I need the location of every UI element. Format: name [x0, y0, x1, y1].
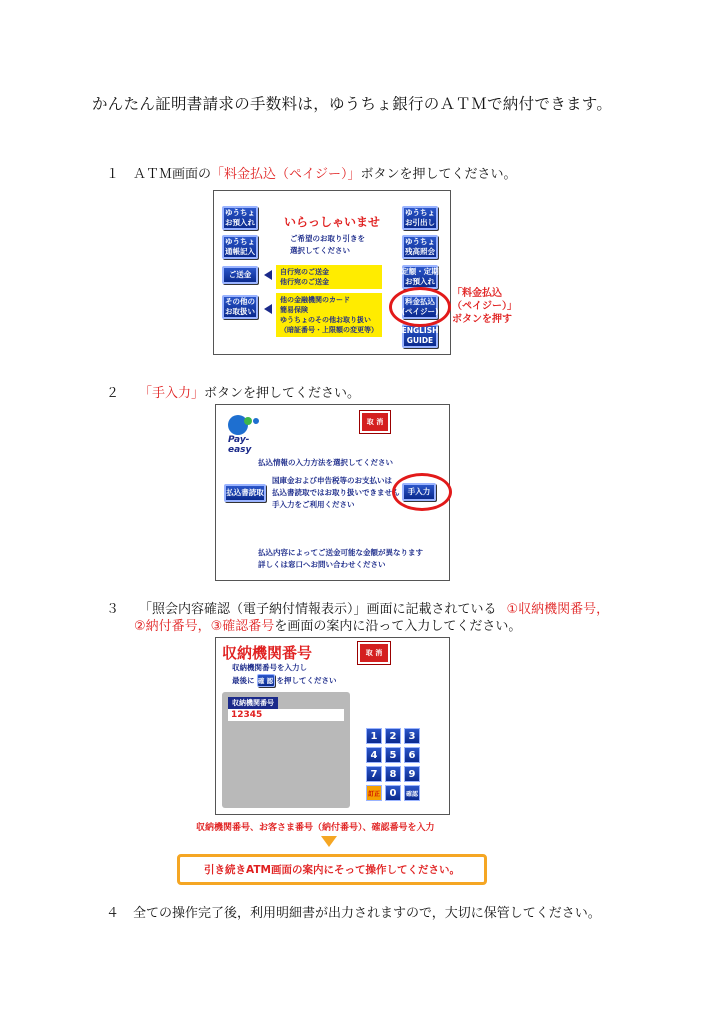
step-3-line-2: [134, 615, 521, 634]
down-arrow-icon: [321, 836, 337, 847]
other-services-button[interactable]: その他の お取扱い: [222, 295, 258, 319]
key-7[interactable]: 7: [366, 766, 382, 782]
collection-agency-number-field[interactable]: 12345: [228, 709, 344, 721]
withdraw-button[interactable]: ゆうちょ お引出し: [402, 206, 438, 230]
payeasy-logo-icon: [224, 413, 268, 455]
field-label: 収納機関番号: [228, 697, 278, 709]
instruction-text: 収納機関番号を入力し: [232, 663, 307, 672]
page-title: かんたん証明書請求の手数料は，ゆうちょ銀行のＡＴＭで納付できます。: [92, 95, 613, 113]
cancel-button[interactable]: 取 消: [358, 642, 390, 664]
input-panel: [222, 692, 350, 808]
payment-method-screen: [215, 404, 450, 581]
step-2: [106, 382, 360, 401]
instruction-text: 最後に: [232, 675, 255, 685]
step-text: ボタンを押してください。: [360, 167, 517, 182]
callout-text: 「料金払込 （ペイジー）」 ボタンを押す: [452, 288, 517, 325]
other-services-box: 他の金融機関のカード 簡易保険 ゆうちょのその他お取り扱い （暗証番号・上限額の変更等）: [276, 293, 382, 337]
payeasy-payment-button[interactable]: 料金払込 (ペイジー): [402, 295, 438, 319]
english-guide-button[interactable]: ENGLISH GUIDE: [402, 324, 438, 348]
fixed-deposit-button[interactable]: 定額・定期 お預入れ: [402, 265, 438, 289]
step-4: [106, 902, 601, 921]
remittance-button[interactable]: ご送金: [222, 266, 258, 284]
step-text: ボタンを押してください。: [204, 386, 361, 401]
input-caption: 収納機関番号、お客さま番号（納付番号）、確認番号を入力: [196, 823, 435, 833]
arrow-left-icon: [264, 304, 272, 314]
key-2[interactable]: 2: [385, 728, 401, 744]
cancel-button[interactable]: 取 消: [360, 411, 390, 433]
key-1[interactable]: 1: [366, 728, 382, 744]
key-3[interactable]: 3: [404, 728, 420, 744]
instruction-line: [232, 674, 337, 687]
highlight-circle: [389, 287, 451, 327]
key-5[interactable]: 5: [385, 747, 401, 763]
step-text: 「照会内容確認（電子納付情報表示）」画面に記載されている: [139, 602, 497, 617]
step-1: [106, 163, 517, 182]
manual-input-button[interactable]: 手入力: [402, 483, 436, 501]
deposit-button[interactable]: ゆうちょ お預入れ: [222, 206, 258, 230]
continue-banner: 引き続きATM画面の案内にそって操作してください。: [177, 854, 487, 885]
screen-heading: 収納機関番号: [222, 644, 313, 662]
step-number: １: [106, 167, 120, 182]
method-prompt: 払込情報の入力方法を選択してください: [258, 458, 393, 467]
instruction-text: を押してください: [276, 675, 337, 685]
step-highlight: 「手入力」: [139, 386, 205, 401]
step-number: ３: [106, 602, 120, 617]
step-highlight: 「料金払込（ペイジー）」: [211, 167, 361, 182]
key-confirm[interactable]: 確認: [404, 785, 420, 801]
step-text: を画面の案内に沿って入力してください。: [274, 619, 522, 634]
balance-inquiry-button[interactable]: ゆうちょ 残高照会: [402, 235, 438, 259]
confirm-key-icon: 確 認: [257, 674, 275, 687]
footer-note: 払込内容によってご送金可能な金額が異なります 詳しくは窓口へお問い合わせください: [258, 548, 423, 569]
step-highlight: ②納付番号，③確認番号: [134, 619, 275, 634]
step-highlight: ①収納機関番号，: [506, 602, 610, 617]
step-number: ２: [106, 386, 120, 401]
passbook-update-button[interactable]: ゆうちょ 通帳記入: [222, 235, 258, 259]
step-number: ４: [106, 906, 120, 921]
payeasy-logo-text: Pay-easy: [228, 435, 252, 455]
key-6[interactable]: 6: [404, 747, 420, 763]
key-0[interactable]: 0: [385, 785, 401, 801]
highlight-circle: [392, 473, 452, 511]
key-4[interactable]: 4: [366, 747, 382, 763]
atm-menu-screen: [213, 190, 451, 355]
welcome-text: いらっしゃいませ: [284, 215, 381, 229]
key-9[interactable]: 9: [404, 766, 420, 782]
bill-reader-button[interactable]: 払込書読取: [224, 484, 266, 502]
input-screen: [215, 637, 450, 815]
step-text: 全ての操作完了後，利用明細書が出力されますので，大切に保管してください。: [133, 906, 601, 921]
keypad: [366, 728, 420, 801]
key-8[interactable]: 8: [385, 766, 401, 782]
note-text: 国庫金および申告税等のお支払いは 払込書読取ではお取り扱いできません 手入力をご利用ください: [272, 476, 400, 509]
key-correct[interactable]: 訂正: [366, 785, 382, 801]
step-text: ＡＴＭ画面の: [133, 167, 212, 182]
remittance-options-box: 自行宛のご送金 他行宛のご送金: [276, 265, 382, 289]
instruction-text: ご希望のお取り引きを 選択してください: [290, 234, 365, 255]
arrow-left-icon: [264, 270, 272, 280]
